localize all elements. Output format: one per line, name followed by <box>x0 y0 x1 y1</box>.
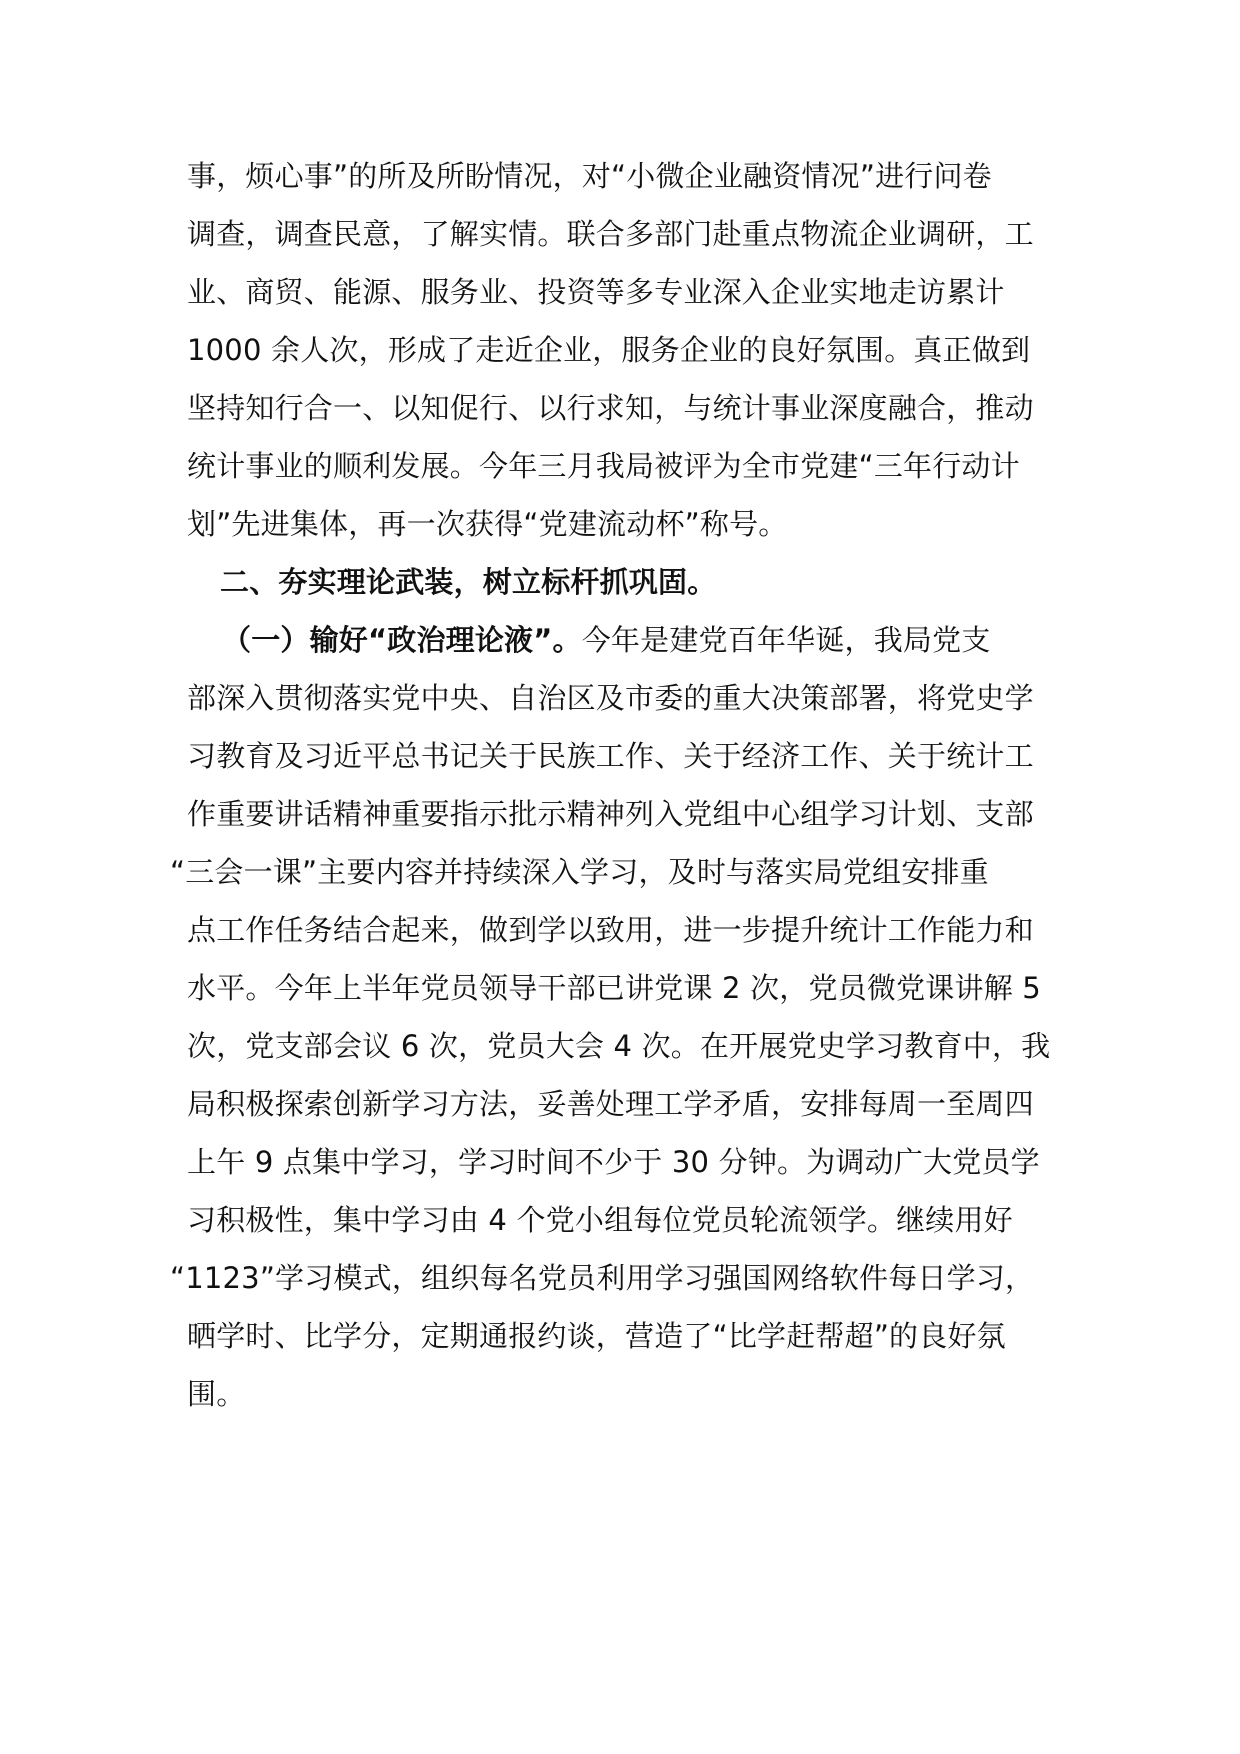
paragraph-line: 事，烦心事”的所及所盼情况，对“小微企业融资情况”进行问卷 <box>187 159 992 193</box>
paragraph-line: 统计事业的顺利发展。今年三月我局被评为全市党建“三年行动计 <box>187 449 1020 483</box>
paragraph-line: 习教育及习近平总书记关于民族工作、关于经济工作、关于统计工 <box>187 739 1034 773</box>
paragraph-line: 业、商贸、能源、服务业、投资等多专业深入企业实地走访累计 <box>187 275 1005 309</box>
paragraph-line: 坚持知行合一、以知促行、以行求知，与统计事业深度融合，推动 <box>187 391 1034 425</box>
paragraph-line: 点工作任务结合起来，做到学以致用，进一步提升统计工作能力和 <box>187 913 1034 947</box>
paragraph-line: “三会一课”主要内容并持续深入学习，及时与落实局党组安排重 <box>170 855 989 889</box>
paragraph-line: 局积极探索创新学习方法，妥善处理工学矛盾，安排每周一至周四 <box>187 1087 1034 1121</box>
paragraph-line: 晒学时、比学分，定期通报约谈，营造了“比学赶帮超”的良好氛 <box>187 1319 1006 1353</box>
paragraph-line: 部深入贯彻落实党中央、自治区及市委的重大决策部署，将党史学 <box>187 681 1034 715</box>
paragraph-line: 1000 余人次，形成了走近企业，服务企业的良好氛围。真正做到 <box>187 333 1031 367</box>
paragraph-first-line <box>222 620 1122 660</box>
section-heading: 二、夯实理论武装，树立标杆抓巩固。 <box>220 565 717 599</box>
subsection-heading: （一）输好“政治理论液”。 <box>222 623 582 657</box>
paragraph-line: 上午 9 点集中学习，学习时间不少于 30 分钟。为调动广大党员学 <box>187 1145 1040 1179</box>
paragraph-line: “1123”学习模式，组织每名党员利用学习强国网络软件每日学习， <box>170 1261 1035 1295</box>
paragraph-line: 水平。今年上半年党员领导干部已讲党课 2 次，党员微党课讲解 5 <box>187 971 1041 1005</box>
paragraph-line: 划”先进集体，再一次获得“党建流动杯”称号。 <box>187 507 788 541</box>
paragraph-line: 习积极性，集中学习由 4 个党小组每位党员轮流领学。继续用好 <box>187 1203 1013 1237</box>
paragraph-line: 次，党支部会议 6 次，党员大会 4 次。在开展党史学习教育中，我 <box>187 1029 1051 1063</box>
paragraph-line: 作重要讲话精神重要指示批示精神列入党组中心组学习计划、支部 <box>187 797 1034 831</box>
paragraph-line: 调查，调查民意，了解实情。联合多部门赴重点物流企业调研，工 <box>187 217 1034 251</box>
paragraph-text: 今年是建党百年华诞，我局党支 <box>581 623 991 657</box>
paragraph-line: 围。 <box>187 1377 246 1411</box>
